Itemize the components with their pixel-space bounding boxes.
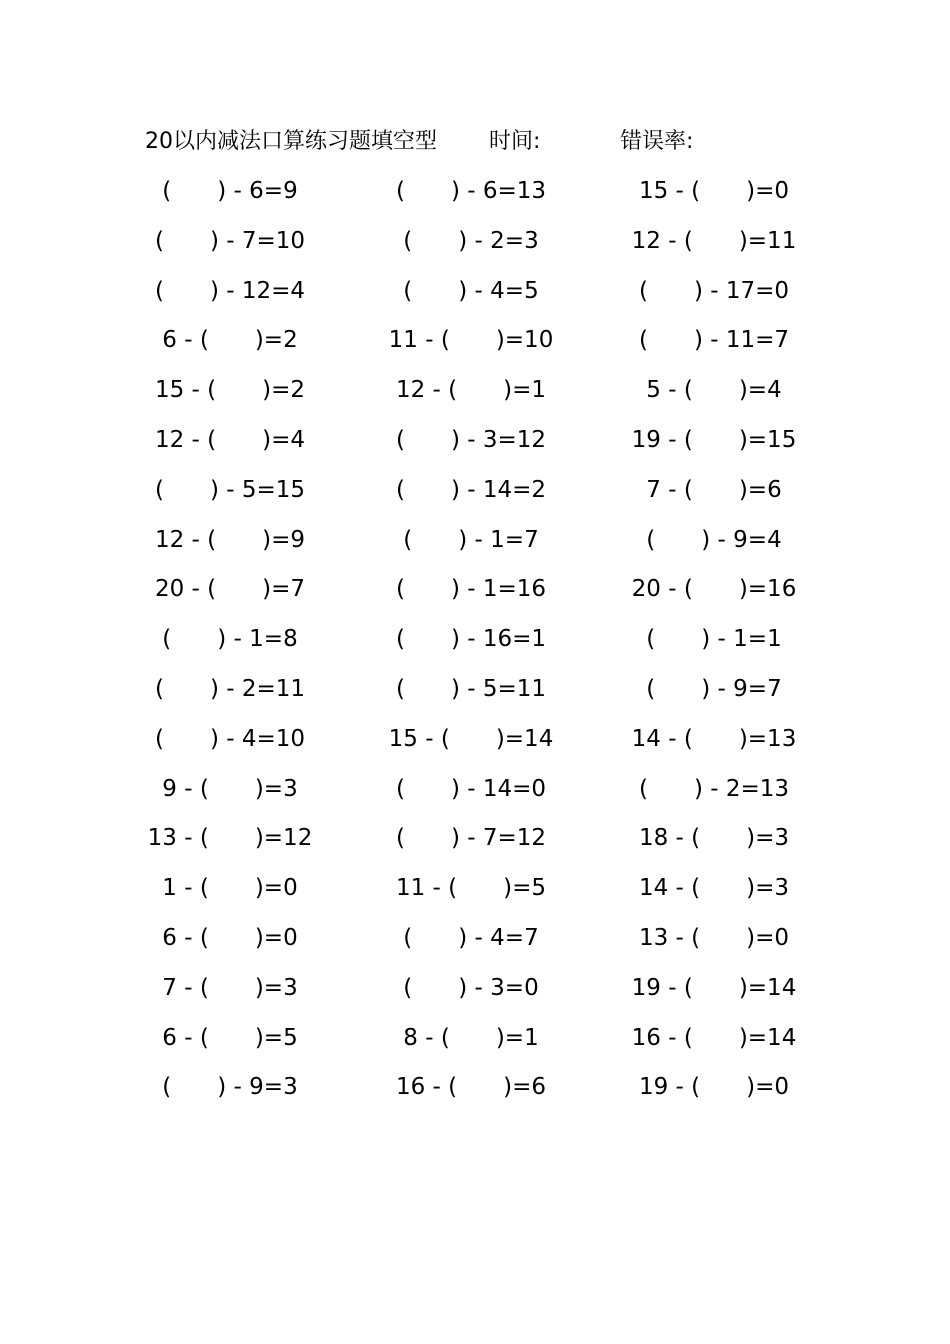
problem-row [0,870,950,906]
problem-row [0,721,950,757]
subtraction-problem: 19 - ( )=0 [638,1074,790,1101]
subtraction-problem: ( ) - 1=8 [162,626,298,653]
subtraction-problem: 7 - ( )=6 [646,476,782,503]
problem-row [0,771,950,807]
subtraction-problem: ( ) - 11=7 [638,327,790,354]
subtraction-problem: 7 - ( )=3 [162,974,298,1001]
subtraction-problem: 6 - ( )=0 [162,925,298,951]
subtraction-problem: ( ) - 6=9 [162,178,298,204]
problem-row [0,820,950,856]
subtraction-problem: 12 - ( )=1 [395,377,547,404]
subtraction-problem: 11 - ( )=10 [388,327,554,354]
problem-row [0,970,950,1006]
subtraction-problem: 14 - ( )=3 [638,875,790,902]
subtraction-problem: ( ) - 3=12 [395,427,547,453]
subtraction-problem: ( ) - 17=0 [638,277,790,304]
subtraction-problem: 9 - ( )=3 [162,775,298,802]
subtraction-problem: 16 - ( )=14 [631,1024,797,1051]
subtraction-problem: 13 - ( )=12 [147,825,313,852]
subtraction-problem: 5 - ( )=4 [646,377,782,404]
subtraction-problem: ( ) - 9=3 [162,1074,298,1101]
subtraction-problem: ( ) - 3=0 [403,974,539,1001]
subtraction-problem: ( ) - 16=1 [395,626,547,653]
subtraction-problem: ( ) - 9=4 [646,526,782,553]
subtraction-problem: ( ) - 7=12 [395,825,547,852]
subtraction-problem: 6 - ( )=5 [162,1024,298,1051]
worksheet-title: 20以内减法口算练习题填空型 [145,129,437,154]
problem-row [0,322,950,358]
subtraction-problem: 12 - ( )=11 [631,227,797,254]
problem-row [0,223,950,259]
subtraction-problem: 16 - ( )=6 [395,1074,547,1101]
subtraction-problem: 15 - ( )=0 [638,178,790,204]
subtraction-problem: ( ) - 2=3 [403,227,539,254]
subtraction-problem: ( ) - 2=13 [638,775,790,802]
subtraction-problem: 19 - ( )=15 [631,427,797,453]
subtraction-problem: ( ) - 12=4 [154,277,306,304]
problem-row [0,522,950,558]
subtraction-problem: ( ) - 2=11 [154,676,306,702]
time-label: 时间: [489,129,541,154]
subtraction-problem: 12 - ( )=4 [154,427,306,453]
subtraction-problem: 15 - ( )=14 [388,725,554,752]
subtraction-problem: ( ) - 1=16 [395,576,547,603]
subtraction-problem: ( ) - 1=1 [646,626,782,653]
subtraction-problem: 20 - ( )=7 [154,576,306,603]
subtraction-problem: 13 - ( )=0 [638,925,790,951]
subtraction-problem: ( ) - 7=10 [154,227,306,254]
subtraction-problem: 14 - ( )=13 [631,725,797,752]
subtraction-problem: ( ) - 4=10 [154,725,306,752]
subtraction-problem: ( ) - 1=7 [403,526,539,553]
subtraction-problem: ( ) - 14=0 [395,775,547,802]
problem-row [0,472,950,508]
subtraction-problem: ( ) - 14=2 [395,476,547,503]
problem-row [0,372,950,408]
subtraction-problem: 8 - ( )=1 [403,1024,539,1051]
subtraction-problem: 12 - ( )=9 [154,526,306,553]
problem-row [0,273,950,309]
problem-row [0,1069,950,1105]
subtraction-problem: ( ) - 9=7 [646,676,782,702]
problem-row [0,621,950,657]
subtraction-problem: 11 - ( )=5 [395,875,547,902]
subtraction-problem: 15 - ( )=2 [154,377,306,404]
subtraction-problem: 6 - ( )=2 [162,327,298,354]
problem-row [0,920,950,956]
subtraction-problem: 18 - ( )=3 [638,825,790,852]
subtraction-problem: ( ) - 6=13 [395,178,547,204]
error-rate-label: 错误率: [620,129,694,154]
subtraction-problem: ( ) - 5=11 [395,676,547,702]
problem-row [0,422,950,458]
subtraction-problem: ( ) - 4=7 [403,925,539,951]
problem-row [0,571,950,607]
subtraction-problem: ( ) - 4=5 [403,277,539,304]
problem-row [0,1020,950,1056]
subtraction-problem: ( ) - 5=15 [154,476,306,503]
problem-row [0,173,950,209]
subtraction-problem: 1 - ( )=0 [162,875,298,902]
subtraction-problem: 20 - ( )=16 [631,576,797,603]
problem-row [0,671,950,707]
subtraction-problem: 19 - ( )=14 [631,974,797,1001]
